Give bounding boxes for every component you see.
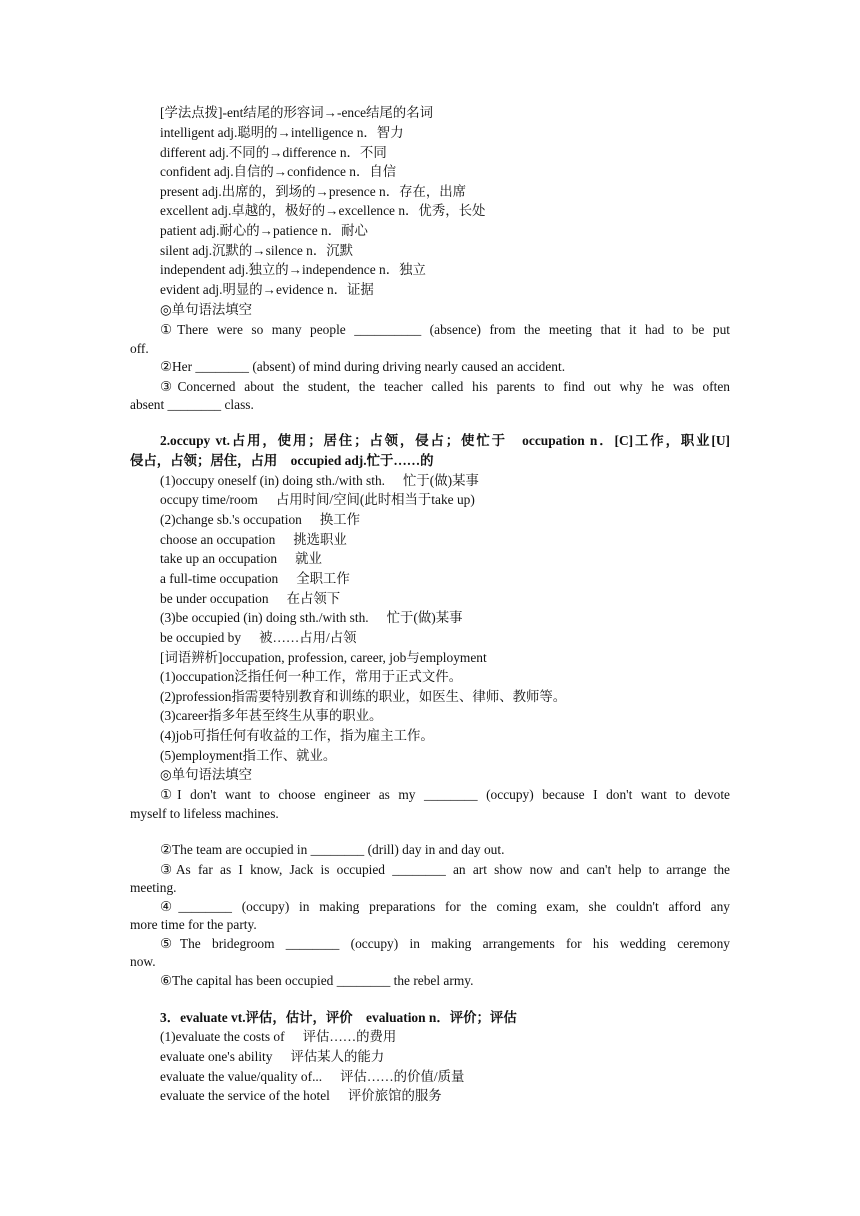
usage-en: occupy time/room <box>160 492 258 507</box>
usage-item <box>160 472 730 490</box>
usage-en: (3)be occupied (in) doing sth./with sth. <box>160 610 369 625</box>
usage-item <box>160 531 730 549</box>
usage-item <box>160 629 730 647</box>
exercise-title: ◎单句语法填空 <box>160 767 253 782</box>
exercise-question-continued: now. <box>130 954 156 969</box>
exercise-question: ①There were so many people __________ (absence) from the meeting that it had to be put <box>160 322 730 337</box>
usage-en: be under occupation <box>160 591 269 606</box>
usage-item <box>160 570 730 588</box>
exercise-question-continued: absent ________ class. <box>130 397 254 412</box>
entry-heading: 2.occupy vt.占用，使用；居住；占领，侵占；使忙于 occupation n．[C]工作，职业[U] <box>160 433 730 448</box>
usage-item <box>160 491 730 509</box>
usage-zh: 在占领下 <box>286 591 341 606</box>
usage-en: a full-time occupation <box>160 571 279 586</box>
usage-en: (1)occupy oneself (in) doing sth./with sth. <box>160 473 385 488</box>
exercise-question: ④________ (occupy) in making preparations for the coming exam, she couldn't afford any <box>160 899 730 914</box>
usage-zh: 占用时间/空间(此时相当于take up) <box>275 492 475 507</box>
exercise-question-continued: myself to lifeless machines. <box>130 806 279 821</box>
usage-item <box>160 1028 730 1046</box>
word-pair: different adj.不同的→difference n．不同 <box>160 145 387 160</box>
usage-en: take up an occupation <box>160 551 278 566</box>
exercise-question: ⑤The bridegroom ________ (occupy) in making arrangements for his wedding ceremony <box>160 936 730 951</box>
exercise-question-continued: meeting. <box>130 880 177 895</box>
word-pair: confident adj.自信的→confidence n．自信 <box>160 164 397 179</box>
usage-en: (2)change sb.'s occupation <box>160 512 302 527</box>
usage-item <box>160 1068 730 1086</box>
usage-zh: 忙于(做)某事 <box>403 473 479 488</box>
usage-item <box>160 1087 730 1105</box>
exercise-question: ⑥The capital has been occupied ________ the rebel army. <box>160 973 474 988</box>
exercise-question: ②Her ________ (absent) of mind during driving nearly caused an accident. <box>160 359 566 374</box>
usage-item <box>160 609 730 627</box>
usage-zh: 就业 <box>295 551 322 566</box>
usage-zh: 忙于(做)某事 <box>386 610 463 625</box>
word-pair: intelligent adj.聪明的→intelligence n．智力 <box>160 125 404 140</box>
exercise-title: ◎单句语法填空 <box>160 302 253 317</box>
exercise-question: ②The team are occupied in ________ (drill) day in and day out. <box>160 842 505 857</box>
usage-zh: 换工作 <box>319 512 361 527</box>
discrimination-item: (4)job可指任何有收益的工作，指为雇主工作。 <box>160 728 434 743</box>
discrimination-item: (2)profession指需要特别教育和训练的职业，如医生、律师、教师等。 <box>160 689 567 704</box>
usage-item <box>160 550 730 568</box>
discrimination-header: [词语辨析]occupation, profession, career, job与employment <box>160 650 487 665</box>
usage-zh: 被……占用/占领 <box>259 630 357 645</box>
word-pair: silent adj.沉默的→silence n．沉默 <box>160 243 354 258</box>
usage-en: evaluate the value/quality of... <box>160 1069 323 1084</box>
usage-en: evaluate one's ability <box>160 1049 273 1064</box>
word-pair: evident adj.明显的→evidence n．证据 <box>160 282 374 297</box>
exercise-question: ③As far as I know, Jack is occupied ________ an art show now and can't help to arrange the <box>160 862 730 877</box>
discrimination-item: (1)occupation泛指任何一种工作，常用于正式文件。 <box>160 669 463 684</box>
usage-item <box>160 511 730 529</box>
entry-heading: 3．evaluate vt.评估，估计，评价 evaluation n．评价；评估 <box>160 1010 517 1025</box>
usage-zh: 全职工作 <box>296 571 350 586</box>
word-pair: patient adj.耐心的→patience n．耐心 <box>160 223 368 238</box>
exercise-question-continued: more time for the party. <box>130 917 257 932</box>
discrimination-item: (3)career指多年甚至终生从事的职业。 <box>160 708 383 723</box>
usage-zh: 评估某人的能力 <box>290 1049 385 1064</box>
usage-zh: 评估……的费用 <box>302 1029 397 1044</box>
usage-zh: 评价旅馆的服务 <box>347 1088 442 1103</box>
usage-zh: 挑选职业 <box>293 532 347 547</box>
exercise-question-continued: off. <box>130 341 149 356</box>
word-pair: independent adj.独立的→independence n．独立 <box>160 262 426 277</box>
tip-header: [学法点拨]-ent结尾的形容词→-ence结尾的名词 <box>160 105 433 120</box>
word-pair: present adj.出席的，到场的→presence n．存在，出席 <box>160 184 467 199</box>
usage-item <box>160 590 730 608</box>
usage-zh: 评估……的价值/质量 <box>340 1069 465 1084</box>
usage-en: choose an occupation <box>160 532 276 547</box>
exercise-question: ③Concerned about the student, the teacher called his parents to find out why he was often <box>160 379 730 394</box>
exercise-question: ①I don't want to choose engineer as my ________ (occupy) because I don't want to devote <box>160 787 730 802</box>
word-pair: excellent adj.卓越的，极好的→excellence n．优秀，长处 <box>160 203 486 218</box>
usage-en: (1)evaluate the costs of <box>160 1029 285 1044</box>
usage-en: evaluate the service of the hotel <box>160 1088 330 1103</box>
usage-item <box>160 1048 730 1066</box>
entry-heading-continued: 侵占，占领；居住，占用 occupied adj.忙于……的 <box>130 453 434 468</box>
usage-en: be occupied by <box>160 630 242 645</box>
discrimination-item: (5)employment指工作、就业。 <box>160 748 337 763</box>
